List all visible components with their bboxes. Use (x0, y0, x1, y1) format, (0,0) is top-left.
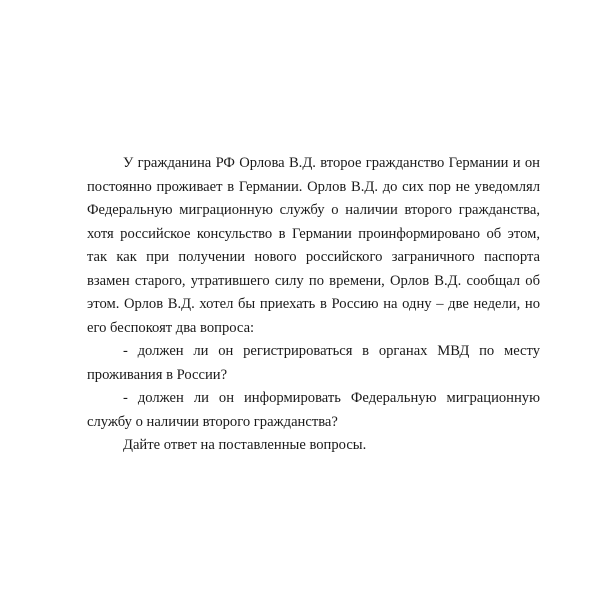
paragraph-question-inform: - должен ли он информировать Федеральную миграционную службу о наличии второго гражданства? (87, 390, 540, 430)
paragraph-case-description: У гражданина РФ Орлова В.Д. второе гражданство Германии и он постоянно проживает в Германии. Орлов В.Д. до сих пор не уведомлял Федеральную миграционную службу о наличии второго гражданства, хотя российское консульство в Германии проинформировано об этом, так как при получении нового российского заграничного паспорта взамен старого, утратившего силу по времени, Орлов В.Д. сообщал об этом. Орлов В.Д. хотел бы приехать в Россию на одну – две недели, но его беспокоят два вопроса: (87, 155, 540, 336)
document-body (87, 152, 540, 458)
paragraph-task: Дайте ответ на поставленные вопросы. (123, 437, 367, 453)
paragraph-question-registration: - должен ли он регистрироваться в органах МВД по месту проживания в России? (87, 343, 540, 383)
